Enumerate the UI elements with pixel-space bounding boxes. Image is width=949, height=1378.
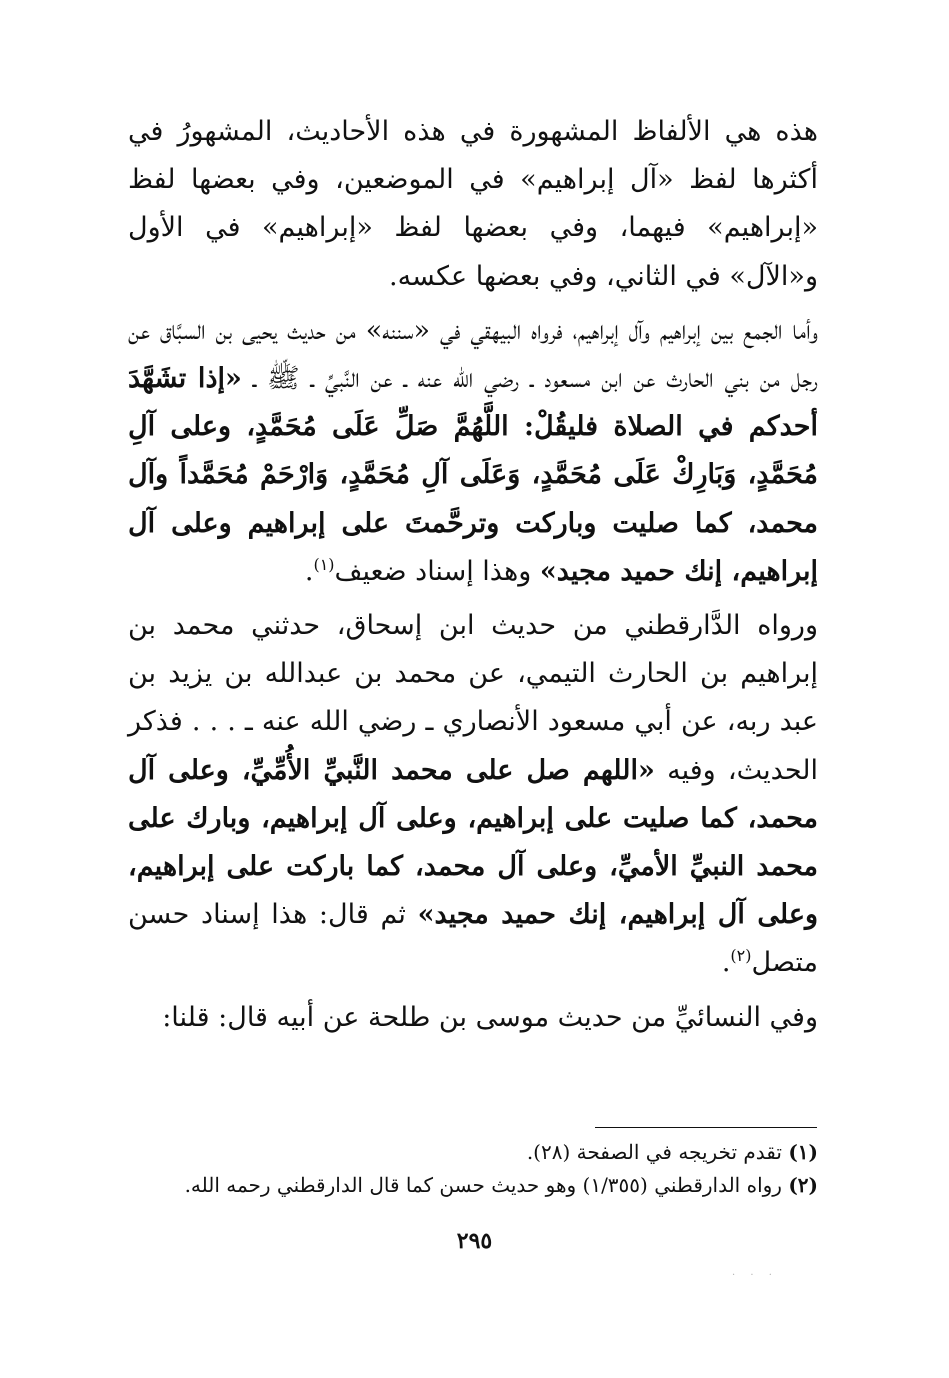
footnote-number: (٢) bbox=[788, 1173, 818, 1197]
paragraph-4 bbox=[128, 994, 818, 1042]
footnote-text: تقدم تخريجه في الصفحة (٢٨). bbox=[526, 1140, 789, 1164]
paragraph-text: ثم قال: هذا إسناد حسن متصل bbox=[128, 899, 818, 979]
paragraph-1 bbox=[128, 108, 818, 301]
footnote-divider bbox=[595, 1127, 817, 1128]
paragraph-3 bbox=[128, 602, 818, 988]
paragraph-2 bbox=[128, 307, 818, 596]
footnote-1 bbox=[128, 1136, 818, 1169]
sentence-end: . bbox=[304, 555, 314, 587]
page-number: ٢٩٥ bbox=[456, 1228, 493, 1254]
paragraph-text: وهذا إسناد ضعيف bbox=[334, 555, 540, 587]
sentence-end: . bbox=[721, 947, 731, 979]
hadith-quote: «اللهم صل على محمد النَّبيِّ الأُمِّيِّ، وعلى آل محمد، كما صليت على إبراهيم، وعلى آل إبراهيم، وبارك على محمد النبيِّ الأميِّ، وعلى آل محمد، كما باركت على إبراهيم، وعلى آل إبراهيم، إنك حميد مجيد» bbox=[128, 754, 818, 931]
paragraph-text: هذه هي الألفاظ المشهورة في هذه الأحاديث، المشهورُ في أكثرها لفظ «آل إبراهيم» في الموضعين، وفي بعضها لفظ «إبراهيم» فيهما، وفي بعضها لفظ «إبراهيم» في الأول و«الآل» في الثاني، وفي بعضها عكسه. bbox=[128, 116, 818, 292]
paragraph-text: وأما الجمع بين إبراهيم وآل إبراهيم، فرواه البيهقي في «سننه» من حديث يحيى بن السبَّاق عن رجل من بني الحارث عن ابن مسعود ـ رضي الله عنه ـ عن النَّبيِّ ـ ﷺ ـ bbox=[128, 314, 818, 395]
paragraph-text: ورواه الدَّارقطني من حديث ابن إسحاق، حدثني محمد بن إبراهيم بن الحارث التيمي، عن محمد بن عبدالله بن يزيد بن عبد ربه، عن أبي مسعود الأنصاري ـ رضي الله عنه ـ . . . فذكر الحديث، وفيه bbox=[128, 610, 818, 786]
main-text bbox=[128, 108, 818, 1048]
scan-specks: · · · bbox=[732, 1270, 778, 1281]
footnote-ref-1[interactable]: (١) bbox=[313, 554, 335, 574]
footnotes bbox=[128, 1136, 818, 1202]
footnote-text: رواه الدارقطني (١/٣٥٥) وهو حديث حسن كما قال الدارقطني رحمه الله. bbox=[184, 1173, 789, 1197]
paragraph-text: وفي النسائيِّ من حديث موسى بن طلحة عن أبيه قال: قلنا: bbox=[162, 1001, 818, 1033]
hadith-quote: «إذا تشَهَّدَ أحدكم في الصلاة فليقُلْ: اللَّهُمَّ صَلِّ عَلَى مُحَمَّدٍ، وعلى آلِ مُحَمَّدٍ، وَبَارِكْ عَلَى مُحَمَّدٍ، وَعَلَى آلِ مُحَمَّدٍ، وَارْحَمْ مُحَمَّداً وآل محمد، كما صليت وباركت وترحَّمتَ على إبراهيم وعلى آل إبراهيم، إنك حميد مجيد» bbox=[128, 363, 818, 587]
footnote-2 bbox=[128, 1169, 818, 1202]
footnote-number: (١) bbox=[788, 1140, 818, 1164]
footnote-ref-2[interactable]: (٢) bbox=[730, 946, 752, 966]
